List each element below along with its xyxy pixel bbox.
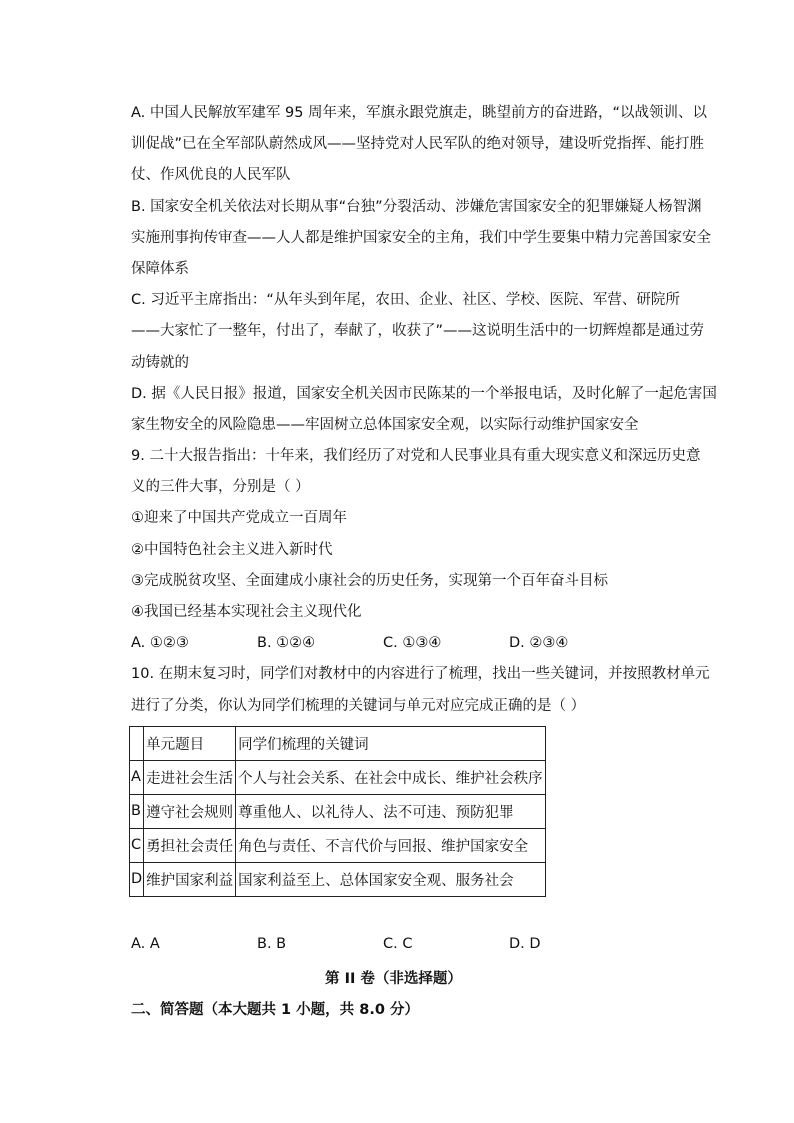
row-label: B bbox=[130, 794, 144, 828]
unit-title: 勇担社会责任 bbox=[144, 828, 236, 862]
text-line: 保障体系 bbox=[131, 260, 189, 277]
q9-item: ②中国特色社会主义进入新时代 bbox=[131, 541, 333, 558]
q8-option-d bbox=[131, 379, 717, 441]
table-row bbox=[130, 828, 546, 862]
keywords: 尊重他人、以礼待人、法不可违、预防犯罪 bbox=[236, 794, 546, 828]
q8-option-c bbox=[131, 285, 705, 379]
text-line: B. 国家安全机关依法对长期从事“台独”分裂活动、涉嫌危害国家安全的犯罪嫌疑人杨智渊 bbox=[131, 198, 702, 215]
unit-title: 遵守社会规则 bbox=[144, 794, 236, 828]
row-label: C bbox=[130, 828, 144, 862]
question-9 bbox=[131, 441, 701, 659]
q10-stem-line: 10. 在期末复习时，同学们对教材中的内容进行了梳理，找出一些关键词，并按照教材单元 bbox=[131, 666, 710, 683]
text-line: ——大家忙了一整年，付出了，奉献了，收获了”——这说明生活中的一切辉煌都是通过劳 bbox=[131, 323, 705, 340]
table-row bbox=[130, 760, 546, 794]
text-line: C. 习近平主席指出：“从年头到年尾，农田、企业、社区、学校、医院、军营、研院所 bbox=[131, 292, 680, 309]
question-10 bbox=[131, 659, 710, 960]
keywords: 个人与社会关系、在社会中成长、维护社会秩序 bbox=[236, 760, 546, 794]
text-line: D. 据《人民日报》报道，国家安全机关因市民陈某的一个举报电话，及时化解了一起危害国 bbox=[131, 385, 717, 402]
q9-option-b[interactable]: B. ①②④ bbox=[257, 635, 316, 652]
q8-option-b bbox=[131, 192, 711, 286]
table-row bbox=[130, 794, 546, 828]
section-subtitle: 二、简答题（本大题共 1 小题，共 8.0 分） bbox=[131, 1001, 419, 1018]
table-header-row bbox=[130, 726, 546, 760]
q10-option-d[interactable]: D. D bbox=[509, 935, 541, 952]
row-label: A bbox=[130, 760, 144, 794]
q9-item: ④我国已经基本实现社会主义现代化 bbox=[131, 604, 362, 620]
table-header-cell bbox=[130, 726, 144, 760]
q9-item: ①迎来了中国共产党成立一百周年 bbox=[131, 510, 347, 527]
text-line: 仗、作风优良的人民军队 bbox=[131, 167, 291, 184]
q10-option-b[interactable]: B. B bbox=[257, 935, 287, 952]
q9-option-c[interactable]: C. ①③④ bbox=[383, 635, 442, 652]
q9-stem-line: 义的三件大事，分别是（ ） bbox=[131, 479, 310, 496]
unit-title: 维护国家利益 bbox=[144, 862, 236, 896]
q9-item: ③完成脱贫攻坚、全面建成小康社会的历史任务，实现第一个百年奋斗目标 bbox=[131, 572, 608, 589]
q9-options bbox=[131, 628, 666, 659]
page-content bbox=[131, 98, 717, 1026]
table-header-cell: 同学们梳理的关键词 bbox=[236, 726, 546, 760]
q10-option-a[interactable]: A. A bbox=[131, 935, 160, 952]
section-title: 第 II 卷（非选择题） bbox=[325, 970, 462, 987]
text-line: 家生物安全的风险隐患——牢固树立总体国家安全观，以实际行动维护国家安全 bbox=[131, 416, 639, 433]
table-header-cell: 单元题目 bbox=[144, 726, 236, 760]
q10-option-c[interactable]: C. C bbox=[383, 935, 413, 952]
q10-options bbox=[131, 929, 666, 960]
text-line: 动铸就的 bbox=[131, 354, 189, 371]
q9-stem-line: 9. 二十大报告指出：十年来，我们经历了对党和人民事业具有重大现实意义和深远历史意 bbox=[131, 448, 701, 465]
text-line: A. 中国人民解放军建军 95 周年来，军旗永跟党旗走，眺望前方的奋进路，“以战领训、以 bbox=[131, 105, 708, 121]
q8-option-a bbox=[131, 98, 708, 192]
text-line: 实施刑事拘传审查——人人都是维护国家安全的主角，我们中学生要集中精力完善国家安全 bbox=[131, 229, 711, 246]
keyword-table bbox=[129, 726, 546, 897]
row-label: D bbox=[130, 862, 144, 896]
text-line: 训促战”已在全军部队蔚然成风——坚持党对人民军队的绝对领导，建设听党指挥、能打胜 bbox=[131, 136, 705, 153]
unit-title: 走进社会生活 bbox=[144, 760, 236, 794]
q10-stem-line: 进行了分类，你认为同学们梳理的关键词与单元对应完成正确的是（ ） bbox=[131, 697, 586, 714]
q9-option-d[interactable]: D. ②③④ bbox=[509, 635, 569, 652]
q9-option-a[interactable]: A. ①②③ bbox=[131, 635, 189, 652]
keywords: 国家利益至上、总体国家安全观、服务社会 bbox=[236, 862, 546, 896]
table-row bbox=[130, 862, 546, 896]
keywords: 角色与责任、不言代价与回报、维护国家安全 bbox=[236, 828, 546, 862]
